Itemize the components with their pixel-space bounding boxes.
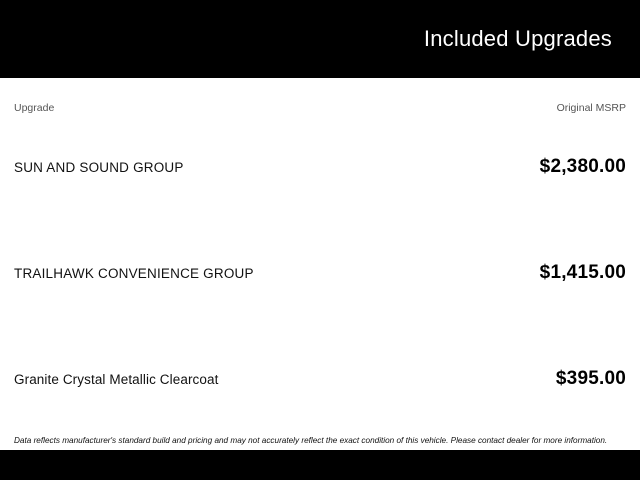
upgrades-table [14, 114, 626, 432]
table-row [14, 326, 626, 432]
upgrade-price: $2,380.00 [539, 156, 626, 177]
table-column-headers [14, 102, 626, 114]
footer-bar [0, 450, 640, 480]
page-content [0, 78, 640, 450]
disclaimer-text: Data reflects manufacturer's standard build and pricing and may not accurately reflect the exact condition of this vehicle. Please contact dealer for more information. [14, 436, 608, 445]
upgrade-name: TRAILHAWK CONVENIENCE GROUP [14, 265, 254, 281]
table-row [14, 220, 626, 326]
column-header-upgrade: Upgrade [14, 102, 55, 114]
page-header [0, 0, 640, 78]
upgrade-name: SUN AND SOUND GROUP [14, 159, 184, 175]
page-title: Included Upgrades [423, 26, 612, 51]
table-row [14, 114, 626, 220]
upgrade-price: $395.00 [555, 368, 626, 389]
upgrade-name: Granite Crystal Metallic Clearcoat [14, 371, 219, 387]
column-header-msrp: Original MSRP [556, 102, 626, 114]
upgrade-price: $1,415.00 [539, 262, 626, 283]
